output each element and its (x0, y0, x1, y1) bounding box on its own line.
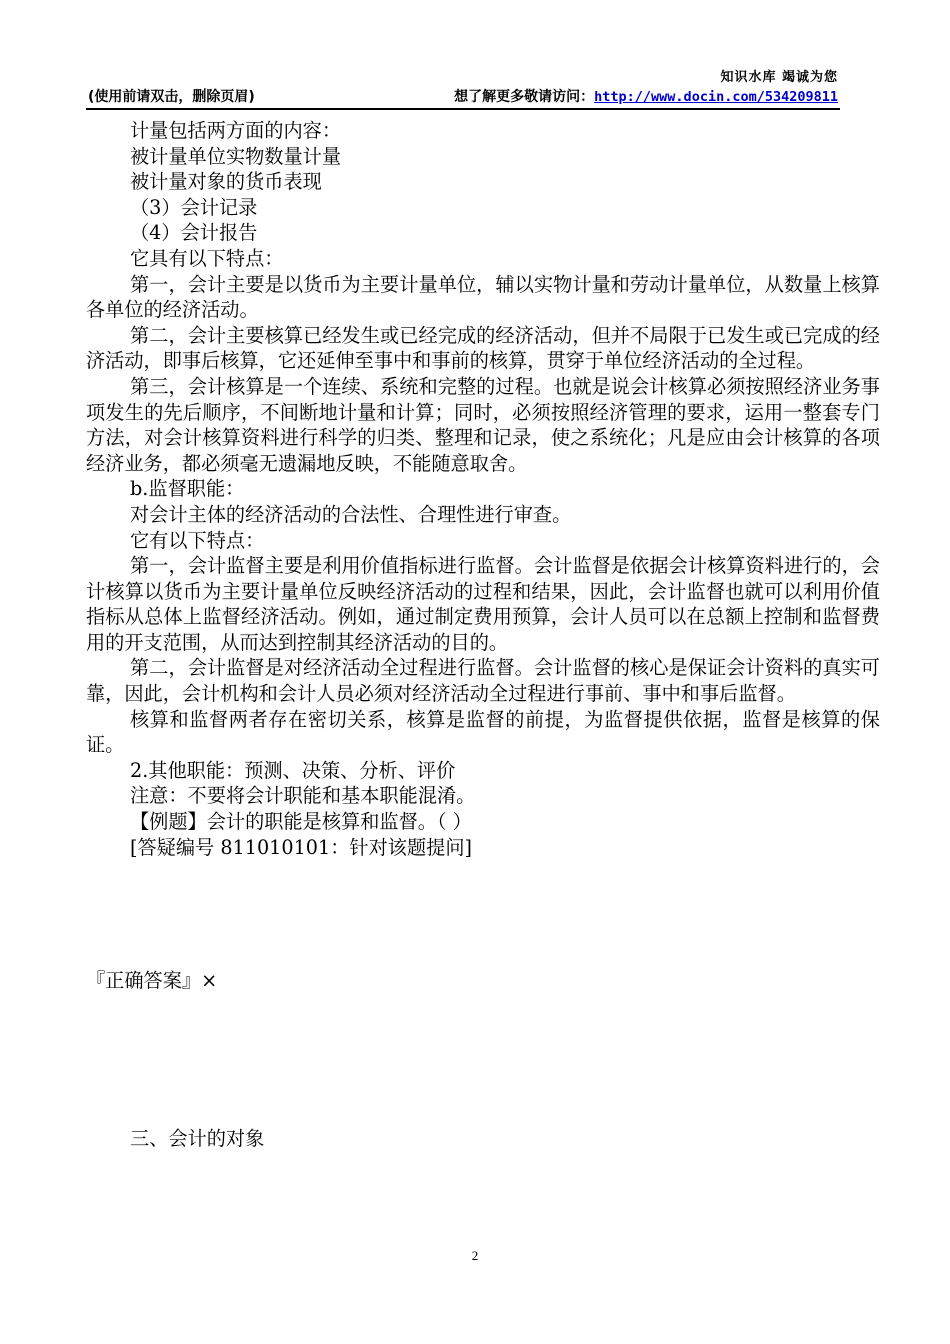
header-visit (454, 86, 838, 106)
page-header (86, 86, 840, 110)
body-paragraph: 它有以下特点： (130, 528, 265, 552)
body-paragraph: 计量包括两方面的内容： (130, 119, 342, 142)
header-tagline: 知识水库 竭诚为您 (720, 70, 838, 85)
document-body (86, 118, 880, 1151)
body-paragraph: 对会计主体的经济活动的合法性、合理性进行审查。 (130, 502, 572, 526)
blank-space (86, 994, 880, 1126)
correct-answer: 『正确答案』× (86, 969, 218, 993)
body-paragraph: b.监督职能： (130, 477, 245, 501)
blank-space (86, 860, 880, 968)
question-reference: [答疑编号 811010101：针对该题提问] (130, 835, 473, 859)
body-paragraph: （4）会计报告 (130, 221, 258, 245)
body-paragraph: 第三，会计核算是一个连续、系统和完整的过程。也就是说会计核算必须按照经济业务事项发生的先后顺序，不间断地计量和计算；同时，必须按照经济管理的要求，运用一整套专门方法，对会计核算资料进行科学的归类、整理和记录，使之系统化；凡是应由会计核算的各项经济业务，都必须毫无遗漏地反映，不能随意取舍。 (86, 374, 880, 475)
page-number: 2 (471, 1248, 479, 1263)
header-url-link[interactable]: http://www.docin.com/534209811 (594, 89, 838, 105)
body-paragraph: 它具有以下特点： (130, 246, 284, 270)
body-paragraph: 注意：不要将会计职能和基本职能混淆。 (130, 784, 476, 808)
example-question: 【例题】会计的职能是核算和监督。（ ） (130, 810, 472, 834)
header-visit-prefix: 想了解更多敬请访问： (454, 89, 595, 105)
body-paragraph: 第二，会计主要核算已经发生或已经完成的经济活动，但并不局限于已发生或已完成的经济活动，即事后核算，它还延伸至事中和事前的核算，贯穿于单位经济活动的全过程。 (86, 323, 880, 373)
body-paragraph: 第一，会计主要是以货币为主要计量单位，辅以实物计量和劳动计量单位，从数量上核算各单位的经济活动。 (86, 272, 880, 322)
body-paragraph: 2.其他职能：预测、决策、分析、评价 (130, 758, 456, 782)
body-paragraph: 第一，会计监督主要是利用价值指标进行监督。会计监督是依据会计核算资料进行的，会计核算以货币为主要计量单位反映经济活动的过程和结果，因此，会计监督也就可以利用价值指标从总体上监督经济活动。例如，通过制定费用预算，会计人员可以在总额上控制和监督费用的开支范围，从而达到控制其经济活动的目的。 (86, 554, 880, 654)
body-paragraph: 核算和监督两者存在密切关系，核算是监督的前提，为监督提供依据，监督是核算的保证。 (86, 707, 880, 757)
body-paragraph: （3）会计记录 (130, 195, 258, 219)
header-note: (使用前请双击，删除页眉) (88, 89, 255, 105)
section-title: 三、会计的对象 (130, 1126, 265, 1150)
body-paragraph: 第二，会计监督是对经济活动全过程进行监督。会计监督的核心是保证会计资料的真实可靠，因此，会计机构和会计人员必须对经济活动全过程进行事前、事中和事后监督。 (86, 656, 880, 706)
body-paragraph: 被计量单位实物数量计量 (130, 144, 342, 168)
body-paragraph: 被计量对象的货币表现 (130, 170, 322, 194)
